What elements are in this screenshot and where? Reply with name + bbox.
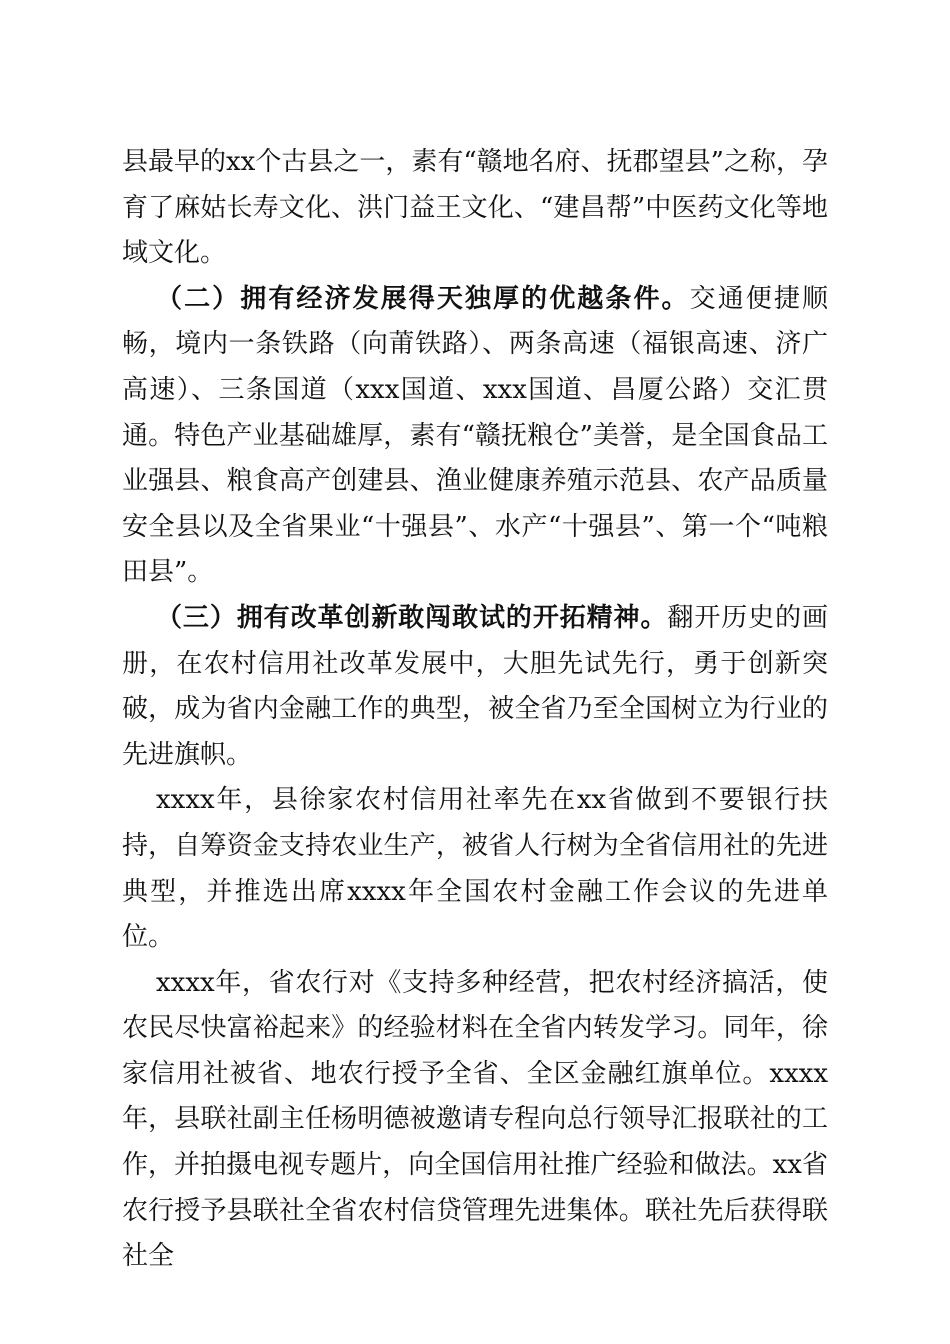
paragraph-xujia-credit-coop [122,778,828,960]
paragraph-text: xxxx年，省农行对《支持多种经营，把农村经济搞活，使农民尽快富裕起来》的经验材料在全省内转发学习。同年，徐家信用社被省、地农行授予全省、全区金融红旗单位。xxxx年，县联社副主任杨明德被邀请专程向总行领导汇报联社的工作，并拍摄电视专题片，向全国信用社推广经验和做法。xx省农行授予县联社全省农村信贷管理先进集体。联社先后获得联社全 [122,967,828,1272]
paragraph-provincial-recognition [122,961,828,1280]
paragraph-economic-conditions [122,277,828,596]
paragraph-reform-spirit [122,596,828,778]
paragraph-heading: （二）拥有经济发展得天独厚的优越条件。 [156,283,690,314]
paragraph-text: 县最早的xx个古县之一，素有“赣地名府、抚郡望县”之称，孕育了麻姑长寿文化、洪门益王文化、“建昌帮”中医药文化等地域文化。 [122,147,828,269]
paragraph-text: xxxx年，县徐家农村信用社率先在xx省做到不要银行扶持，自筹资金支持农业生产，被省人行树为全省信用社的先进典型，并推选出席xxxx年全国农村金融工作会议的先进单位。 [122,785,828,953]
paragraph-text: 交通便捷顺畅，境内一条铁路（向莆铁路）、两条高速（福银高速、济广高速）、三条国道（xxx国道、xxx国道、昌厦公路）交汇贯通。特色产业基础雄厚，素有“赣抚粮仓”美誉，是全国食品工业强县、粮食高产创建县、渔业健康养殖示范县、农产品质量安全县以及全省果业“十强县”、水产“十强县”、第一个“吨粮田县”。 [122,283,828,588]
paragraph-heading: （三）拥有改革创新敢闯敢试的开拓精神。 [156,602,668,633]
paragraph-text: 翻开历史的画册，在农村信用社改革发展中，大胆先试先行，勇于创新突破，成为省内金融工作的典型，被全省乃至全国树立为行业的先进旗帜。 [122,602,828,770]
paragraph-county-culture [122,140,828,277]
document-body [122,140,828,1280]
